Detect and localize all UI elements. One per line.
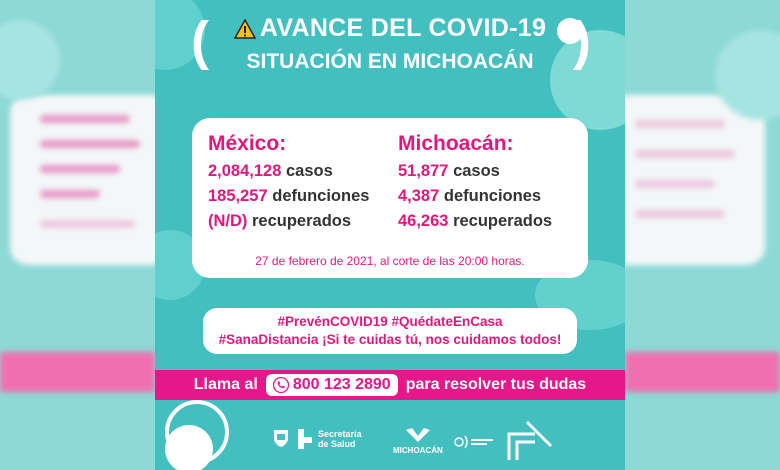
hashtags-line1: #PrevénCOVID19 #QuédateEnCasa [277,314,503,329]
phone-icon [273,377,289,393]
stats-card [192,118,588,278]
hashtags-line2: #SanaDistancia ¡Si te cuidas tú, nos cuidamos todos! [218,332,562,347]
poster-subtitle: SITUACIÓN EN MICHOACÁN [246,50,534,73]
michoacan-cases-value: 51,877 [398,162,449,180]
warning-icon [234,19,256,39]
health-cross-icon [295,428,315,450]
phone-number-box[interactable] [266,374,398,396]
shield-logo [273,428,289,450]
title-line1: AVANCE DEL COVID-19 [259,14,547,42]
michoacan-cases-label: casos [453,162,500,180]
mexico-deaths [208,187,369,206]
mexico-recovered-label: recuperados [252,212,352,230]
michoacan-heading: Michoacán: [398,132,514,155]
call-prefix: Llama al [193,376,258,393]
hashtags-box [203,308,577,354]
michoacan-recovered-value: 46,263 [398,212,449,230]
michoacan-cases [398,162,552,181]
michoacan-recovered-label: recuperados [453,212,553,230]
footer-logos [155,410,625,470]
michoacan-column [398,132,552,237]
radio-logo [453,432,495,454]
mexico-cases-label: casos [286,162,333,180]
call-banner [155,370,625,400]
call-suffix: para resolver tus dudas [405,376,587,393]
secretaria-line2: de Salud [318,439,356,449]
mexico-recovered [208,212,369,231]
phone-number: 800 123 2890 [292,376,391,393]
mexico-deaths-value: 185,257 [208,187,268,205]
secretaria-line1: Secretaría [318,429,362,439]
mexico-cases [208,162,369,181]
mexico-heading: México: [208,132,287,155]
covid-poster [155,0,625,470]
chevron-icon [505,420,553,464]
michoacan-recovered [398,212,552,231]
michoacan-deaths-value: 4,387 [398,187,440,205]
michoacan-government-logo [393,426,443,455]
arrow-decor-logo [505,420,553,466]
mexico-column [208,132,369,237]
secretaria-salud-logo [295,428,362,450]
broadcast-icon [453,432,495,452]
report-date-note: 27 de febrero de 2021, al corte de las 20:00 horas. [255,254,525,268]
decor-paren-left: ( [191,11,209,71]
mexico-deaths-label: defunciones [272,187,370,205]
decor-paren-right: ) [573,11,591,71]
michoacan-deaths-label: defunciones [443,187,542,205]
gobierno-name: MICHOACÁN [393,446,443,455]
monarch-icon [398,426,438,444]
mexico-cases-value: 2,084,128 [208,162,282,180]
mexico-recovered-value: (N/D) [208,212,248,230]
michoacan-deaths [398,187,552,206]
blurred-background-left [0,0,155,470]
blurred-background-right [625,0,780,470]
poster-title [155,14,625,43]
